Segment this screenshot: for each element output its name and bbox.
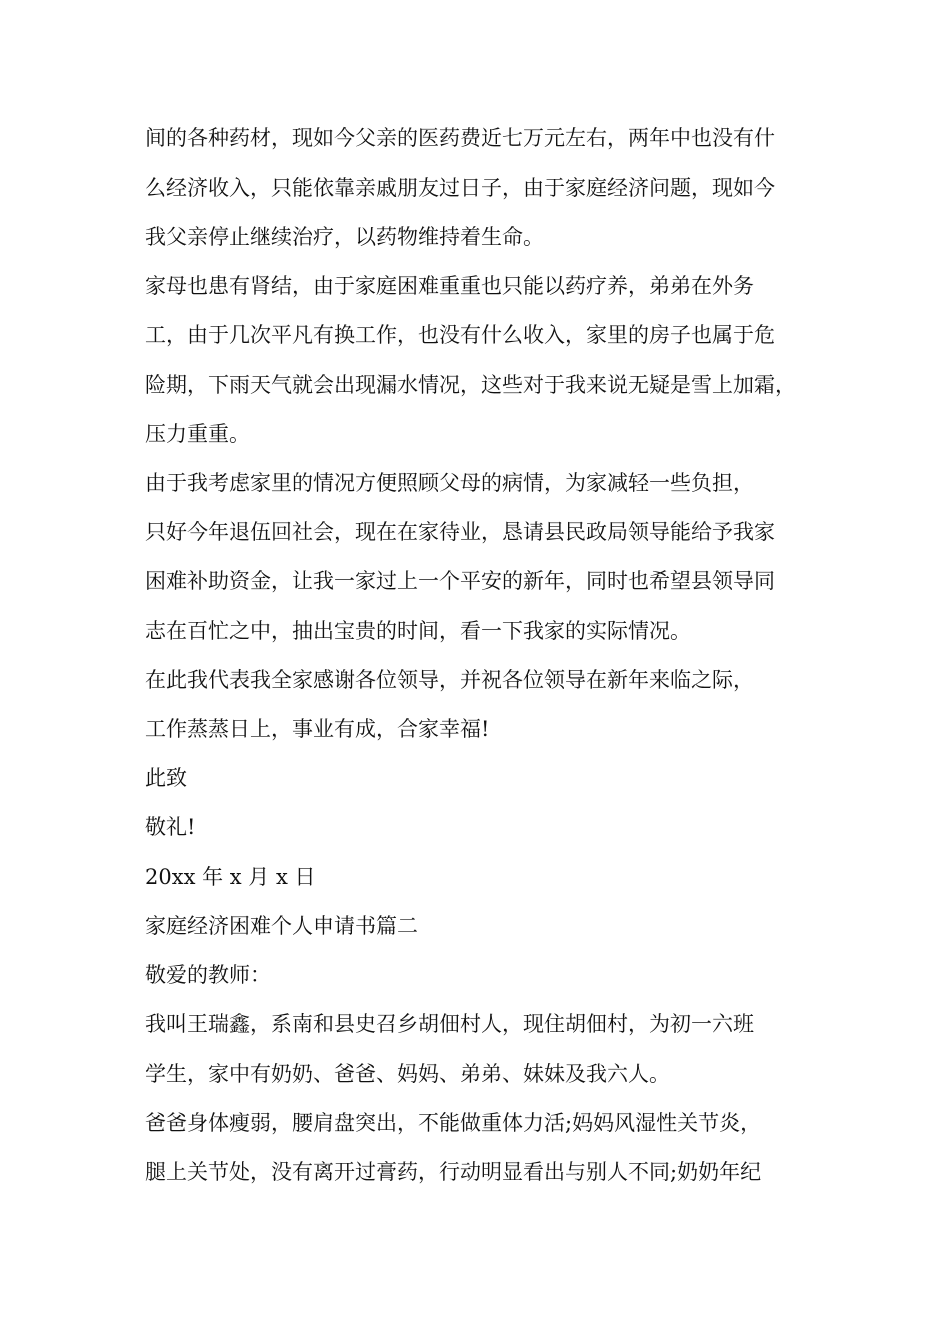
text-line: 压力重重。 <box>145 422 250 446</box>
text-line: 只好今年退伍回社会，现在在家待业，恳请县民政局领导能给予我家 <box>145 520 775 544</box>
text-line: 我叫王瑞鑫，系南和县史召乡胡佃村人，现住胡佃村，为初一六班 <box>145 1012 754 1036</box>
text-line: 爸爸身体瘦弱，腰肩盘突出，不能做重体力活;妈妈风湿性关节炎， <box>145 1111 762 1135</box>
text-line: 家母也患有肾结，由于家庭困难重重也只能以药疗养，弟弟在外务 <box>145 274 754 298</box>
text-line: 20xx 年 x 月 x 日 <box>145 865 316 889</box>
text-line: 学生，家中有奶奶、爸爸、妈妈、弟弟、妹妹及我六人。 <box>145 1062 670 1086</box>
text-line: 困难补助资金，让我一家过上一个平安的新年，同时也希望县领导同 <box>145 569 775 593</box>
text-line: 间的各种药材，现如今父亲的医药费近七万元左右，两年中也没有什 <box>145 126 775 150</box>
text-line: 敬爱的教师： <box>145 963 271 987</box>
text-line: 由于我考虑家里的情况方便照顾父母的病情，为家减轻一些负担， <box>145 471 754 495</box>
text-line: 么经济收入，只能依靠亲戚朋友过日子，由于家庭经济问题，现如今 <box>145 176 775 200</box>
section-title: 家庭经济困难个人申请书篇二 <box>145 914 418 938</box>
text-line: 险期，下雨天气就会出现漏水情况，这些对于我来说无疑是雪上加霜， <box>145 373 796 397</box>
text-line: 工，由于几次平凡有换工作，也没有什么收入，家里的房子也属于危 <box>145 323 775 347</box>
text-line: 腿上关节处，没有离开过膏药，行动明显看出与别人不同;奶奶年纪 <box>145 1160 762 1184</box>
text-line: 在此我代表我全家感谢各位领导，并祝各位领导在新年来临之际， <box>145 668 754 692</box>
text-line: 志在百忙之中，抽出宝贵的时间，看一下我家的实际情况。 <box>145 619 691 643</box>
text-line: 我父亲停止继续治疗，以药物维持着生命。 <box>145 225 544 249</box>
text-line: 工作蒸蒸日上，事业有成，合家幸福! <box>145 717 490 741</box>
text-line: 敬礼! <box>145 815 196 839</box>
text-line: 此致 <box>145 766 187 790</box>
